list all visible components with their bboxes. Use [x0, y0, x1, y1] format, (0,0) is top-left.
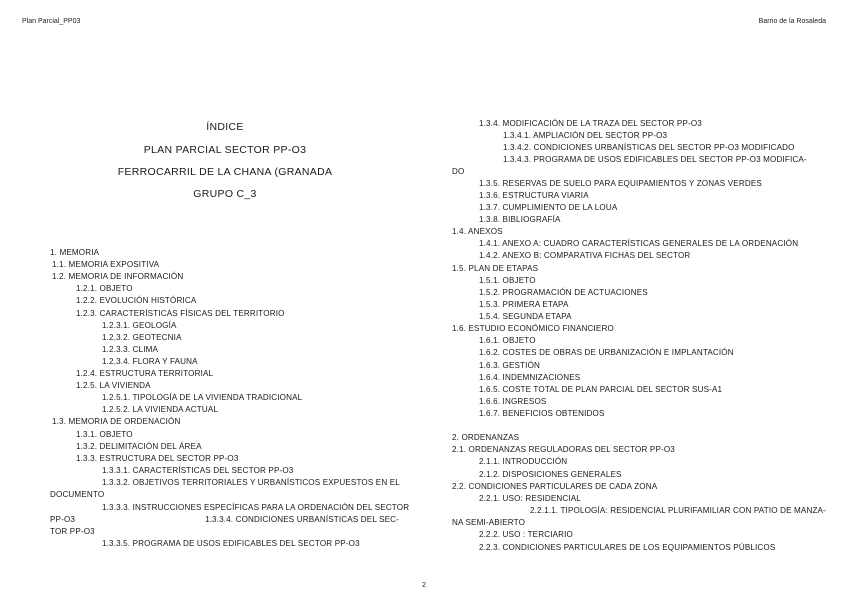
toc-right-entry: 1.6.6. INGRESOS — [479, 397, 547, 406]
project-title: FERROCARRIL DE LA CHANA (GRANADA — [117, 166, 333, 178]
toc-right-entry: 1.6.3. GESTIÓN — [479, 361, 541, 370]
toc-right-entry: 1.3.4. MODIFICACIÓN DE LA TRAZA DEL SECTOR PP-O3 — [479, 119, 702, 128]
toc-right-entry: 1.6.2. COSTES DE OBRAS DE URBANIZACIÓN E IMPLANTACIÓN — [479, 348, 734, 357]
toc-right-entry: 1.4.1. ANEXO A: CUADRO CARACTERÍSTICAS GENERALES DE LA ORDENACIÓN — [479, 239, 799, 248]
toc-left-entry: 1.3.2. DELIMITACIÓN DEL ÁREA — [76, 442, 202, 451]
toc-left-entry: 1.2.3.4. FLORA Y FAUNA — [102, 357, 198, 366]
toc-left-entry: 1.2.5.1. TIPOLOGÍA DE LA VIVIENDA TRADICIONAL — [102, 393, 303, 402]
toc-left-entry: 1.2.1. OBJETO — [76, 284, 133, 293]
toc-left-entry: DOCUMENTO — [50, 490, 105, 499]
toc-right-entry: 1.5. PLAN DE ETAPAS — [452, 264, 539, 273]
toc-right-entry: 2.1.2. DISPOSICIONES GENERALES — [479, 470, 622, 479]
header-document-name: Plan Parcial_PP03 — [22, 18, 81, 25]
toc-right-entry: 1.5.1. OBJETO — [479, 276, 536, 285]
toc-right-entry: 1.4.2. ANEXO B: COMPARATIVA FICHAS DEL SECTOR — [479, 251, 691, 260]
index-heading: ÍNDICE — [206, 121, 244, 133]
toc-right-entry: 2.2.1.1. TIPOLOGÍA: RESIDENCIAL PLURIFAMILIAR CON PATIO DE MANZA- — [530, 506, 826, 515]
toc-left-entry: 1.3.3.3. INSTRUCCIONES ESPECÍFICAS PARA LA ORDENACIÓN DEL SECTOR — [102, 503, 410, 512]
toc-right-entry: 1.4. ANEXOS — [452, 227, 503, 236]
toc-left-entry: 1.2.5. LA VIVIENDA — [76, 381, 151, 390]
toc-right-entry: 2.2.3. CONDICIONES PARTICULARES DE LOS EQUIPAMIENTOS PÚBLICOS — [479, 543, 776, 552]
toc-left-entry: 1.2.3. CARACTERÍSTICAS FÍSICAS DEL TERRITORIO — [76, 309, 285, 318]
toc-right-entry: 1.6. ESTUDIO ECONÓMICO FINANCIERO — [452, 324, 614, 333]
toc-right-entry: 1.6.4. INDEMNIZACIONES — [479, 373, 581, 382]
toc-right-entry: 1.5.2. PROGRAMACIÓN DE ACTUACIONES — [479, 288, 648, 297]
toc-left-entry: 1.3.3. ESTRUCTURA DEL SECTOR PP-O3 — [76, 454, 239, 463]
toc-left-entry: 1.2. MEMORIA DE INFORMACIÓN — [52, 272, 184, 281]
toc-left-entry: 1.3.3.2. OBJETIVOS TERRITORIALES Y URBANÍSTICOS EXPUESTOS EN EL — [102, 478, 400, 487]
toc-left-entry: 1.1. MEMORIA EXPOSITIVA — [52, 260, 160, 269]
toc-right-entry: 1.3.7. CUMPLIMIENTO DE LA LOUA — [479, 203, 618, 212]
toc-right-entry: 1.3.4.3. PROGRAMA DE USOS EDIFICABLES DEL SECTOR PP-O3 MODIFICA- — [503, 155, 807, 164]
toc-right-entry: 1.6.1. OBJETO — [479, 336, 536, 345]
toc-right-entry: 1.3.4.2. CONDICIONES URBANÍSTICAS DEL SECTOR PP-O3 MODIFICADO — [503, 143, 795, 152]
toc-right-entry: 2. ORDENANZAS — [452, 433, 520, 442]
toc-left-entry: TOR PP-O3 — [50, 527, 95, 536]
toc-right-entry: 2.2.1. USO: RESIDENCIAL — [479, 494, 581, 503]
toc-right-entry: 1.3.4.1. AMPLIACIÓN DEL SECTOR PP-O3 — [503, 131, 668, 140]
toc-left-entry: 1.3.3.5. PROGRAMA DE USOS EDIFICABLES DEL SECTOR PP-O3 — [102, 539, 360, 548]
group-title: GRUPO C_3 — [193, 188, 257, 200]
toc-right-entry: 1.6.5. COSTE TOTAL DE PLAN PARCIAL DEL SECTOR SUS-A1 — [479, 385, 723, 394]
toc-left-entry: 1.2.5.2. LA VIVIENDA ACTUAL — [102, 405, 219, 414]
toc-left-entry: 1.2.3.3. CLIMA — [102, 345, 159, 354]
toc-left-entry: 1.2.3.1. GEOLOGÍA — [102, 321, 177, 330]
toc-right-entry: 1.3.6. ESTRUCTURA VIARIA — [479, 191, 589, 200]
toc-left-entry: 1.3.3.1. CARACTERÍSTICAS DEL SECTOR PP-O3 — [102, 466, 294, 475]
toc-left-entry: PP-O3 — [50, 515, 76, 524]
plan-title: PLAN PARCIAL SECTOR PP-O3 — [143, 144, 307, 156]
toc-left-entry: 1.2.2. EVOLUCIÓN HISTÓRICA — [76, 296, 197, 305]
toc-left-entry: 1. MEMORIA — [50, 248, 100, 257]
toc-right-entry: 1.5.4. SEGUNDA ETAPA — [479, 312, 572, 321]
toc-left-entry: 1.2.3.2. GEOTECNIA — [102, 333, 182, 342]
toc-right-entry: 2.2.2. USO : TERCIARIO — [479, 530, 574, 539]
toc-left-entry: 1.3. MEMORIA DE ORDENACIÓN — [52, 417, 181, 426]
toc-left-entry: 1.3.1. OBJETO — [76, 430, 133, 439]
toc-right-entry: 2.1.1. INTRODUCCIÓN — [479, 457, 568, 466]
toc-right-entry: 2.1. ORDENANZAS REGULADORAS DEL SECTOR PP-O3 — [452, 445, 675, 454]
toc-right-entry: 1.5.3. PRIMERA ETAPA — [479, 300, 569, 309]
toc-left-entry: 1.2.4. ESTRUCTURA TERRITORIAL — [76, 369, 214, 378]
toc-right-entry: DO — [452, 167, 465, 176]
toc-right-entry: 2.2. CONDICIONES PARTICULARES DE CADA ZONA — [452, 482, 658, 491]
toc-left-entry: 1.3.3.4. CONDICIONES URBANÍSTICAS DEL SEC- — [205, 515, 400, 524]
header-location: Barrio de la Rosaleda — [758, 18, 826, 25]
page-number: 2 — [422, 582, 426, 589]
toc-right-entry: 1.3.5. RESERVAS DE SUELO PARA EQUIPAMIENTOS Y ZONAS VERDES — [479, 179, 762, 188]
toc-right-entry: 1.3.8. BIBLIOGRAFÍA — [479, 215, 561, 224]
toc-right-entry: NA SEMI-ABIERTO — [452, 518, 526, 527]
toc-right-entry: 1.6.7. BENEFICIOS OBTENIDOS — [479, 409, 605, 418]
